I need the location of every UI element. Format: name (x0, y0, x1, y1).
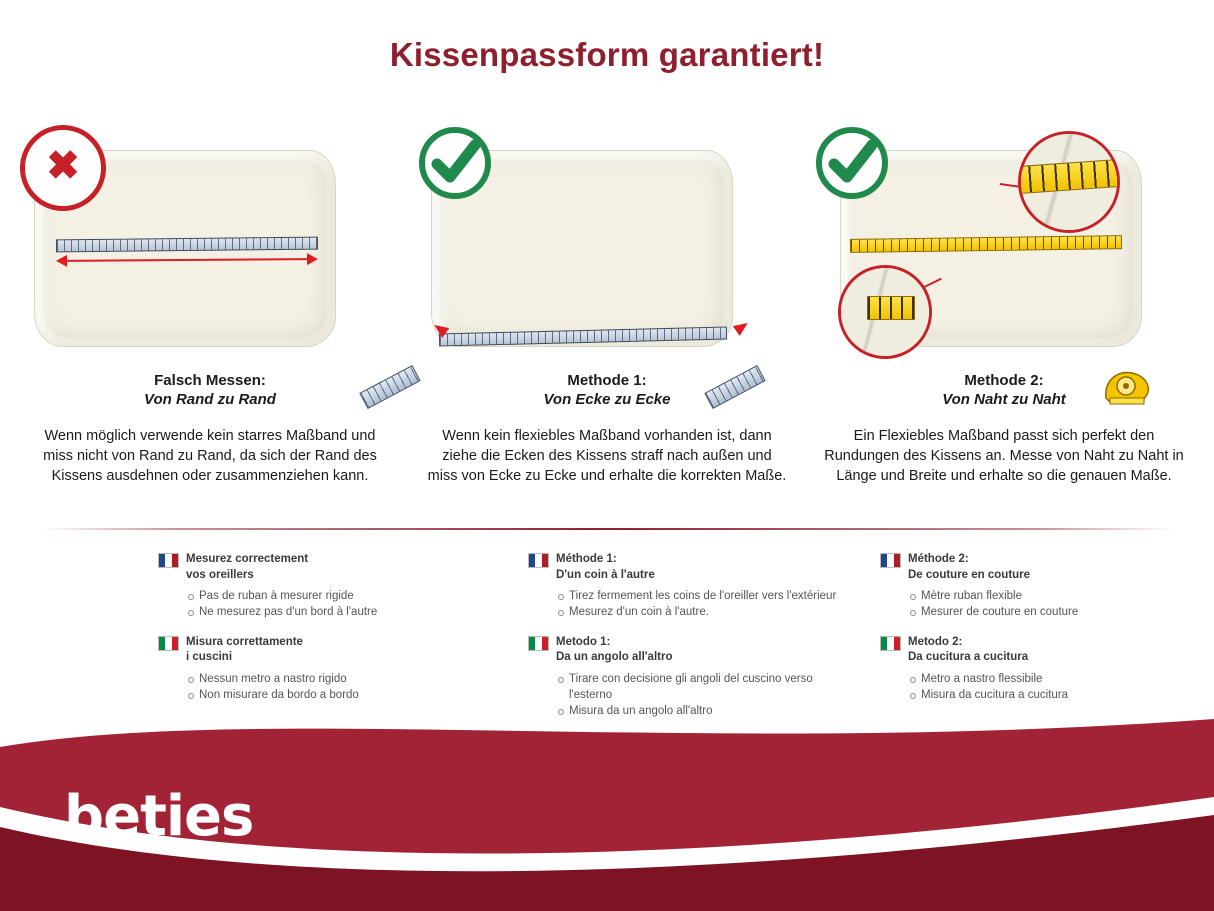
italy-flag-icon (528, 636, 549, 651)
translation-heading-line-2: vos oreillers (186, 568, 254, 581)
red-x-icon: ✖ (20, 125, 106, 211)
description-method-1: Wenn kein flexiebles Maßband vorhanden ist, dann ziehe die Ecken des Kissens straff nach außen und miss von Ecke zu Ecke und erhalte die korrekten Maße. (427, 428, 787, 484)
translation-block-it (158, 635, 488, 704)
page-title: Kissenpassform garantiert! (389, 36, 825, 73)
tape-measure-icon (1102, 368, 1154, 408)
italy-flag-icon (158, 636, 179, 651)
rigid-ruler-icon (56, 237, 318, 253)
translation-heading-line-1: Metodo 2: (908, 635, 963, 648)
translation-list (186, 671, 488, 704)
list-item: Nessun metro a nastro rigido (186, 671, 488, 687)
list-item: Misura da cucitura a cucitura (908, 687, 1210, 703)
magnifier-seam-top (1018, 131, 1120, 233)
translation-block-it (880, 635, 1210, 704)
list-item: Mesurez d'un coin à l'autre. (556, 604, 858, 620)
list-item: Pas de ruban à mesurer rigide (186, 588, 488, 604)
translation-heading-line-1: Metodo 1: (556, 635, 611, 648)
list-item: Tirare con decisione gli angoli del cuscino verso l'esterno (556, 671, 858, 704)
translation-block-it (528, 635, 858, 720)
label-line-1: Methode 2: (964, 372, 1044, 389)
france-flag-icon (158, 553, 179, 568)
translation-heading-line-1: Méthode 2: (908, 553, 969, 565)
illustration-method-2 (814, 125, 1194, 370)
list-item: Misura da un angolo all'altro (556, 703, 858, 719)
translation-column-2 (528, 552, 858, 734)
section-divider (40, 528, 1174, 530)
label-method-1 (417, 372, 797, 408)
description-method-2: Ein Flexiebles Maßband passt sich perfekt den Rundungen des Kissens an. Messe von Naht zu Naht in Länge und Breite und erhalte so die genauen Maße. (824, 428, 1184, 484)
translation-heading-line-2: Da cucitura a cucitura (908, 651, 1029, 664)
italy-flag-icon (880, 636, 901, 651)
label-wrong (20, 372, 400, 408)
translation-column-1 (158, 552, 488, 717)
green-check-icon (814, 125, 890, 201)
translation-column-3 (880, 552, 1210, 717)
green-check-icon (417, 125, 493, 201)
list-item: Mètre ruban flexible (908, 588, 1210, 604)
list-item: Non misurare da bordo a bordo (186, 687, 488, 703)
translation-heading-line-2: De couture en couture (908, 568, 1031, 581)
translation-list (556, 588, 858, 621)
label-line-1: Falsch Messen: (154, 372, 266, 389)
illustration-wrong (20, 125, 400, 370)
label-line-2: Von Ecke zu Ecke (543, 391, 671, 408)
translation-heading-line-2: Da un angolo all'altro (556, 651, 673, 664)
label-method-2 (814, 372, 1194, 408)
brand-logo: beties (64, 784, 254, 849)
translation-heading-line-2: D'un coin à l'autre (556, 568, 655, 581)
translation-heading-line-2: i cuscini (186, 651, 233, 664)
translation-list (908, 671, 1210, 704)
translation-block-fr (528, 552, 858, 621)
label-line-1: Methode 1: (567, 372, 647, 389)
footer-banner (0, 711, 1214, 911)
translation-heading-line-1: Misura correttamente (186, 635, 303, 648)
translation-list (908, 588, 1210, 621)
corner-arrow-right-icon (733, 318, 751, 336)
label-line-2: Von Naht zu Naht (942, 391, 1066, 408)
column-wrong (20, 125, 400, 515)
translation-heading-line-1: Mesurez correctement (186, 553, 309, 565)
method-columns (0, 125, 1214, 515)
france-flag-icon (880, 553, 901, 568)
translation-heading-line-1: Méthode 1: (556, 553, 617, 565)
description-wrong: Wenn möglich verwende kein starres Maßband und miss nicht von Rand zu Rand, da sich der Rand des Kissens ausdehnen oder zusammenziehen kann. (43, 428, 377, 484)
translation-list (186, 588, 488, 621)
label-line-2: Von Rand zu Rand (144, 391, 276, 408)
magnifier-seam-bottom (838, 265, 932, 359)
list-item: Metro a nastro flessibile (908, 671, 1210, 687)
list-item: Tirez fermement les coins de l'oreiller vers l'extérieur (556, 588, 858, 604)
list-item: Mesurer de couture en couture (908, 604, 1210, 620)
translation-block-fr (880, 552, 1210, 621)
translation-block-fr (158, 552, 488, 621)
column-method-2 (814, 125, 1194, 515)
france-flag-icon (528, 553, 549, 568)
translations-section (0, 552, 1214, 718)
column-method-1 (417, 125, 797, 515)
illustration-method-1 (417, 125, 797, 370)
list-item: Ne mesurez pas d'un bord à l'autre (186, 604, 488, 620)
